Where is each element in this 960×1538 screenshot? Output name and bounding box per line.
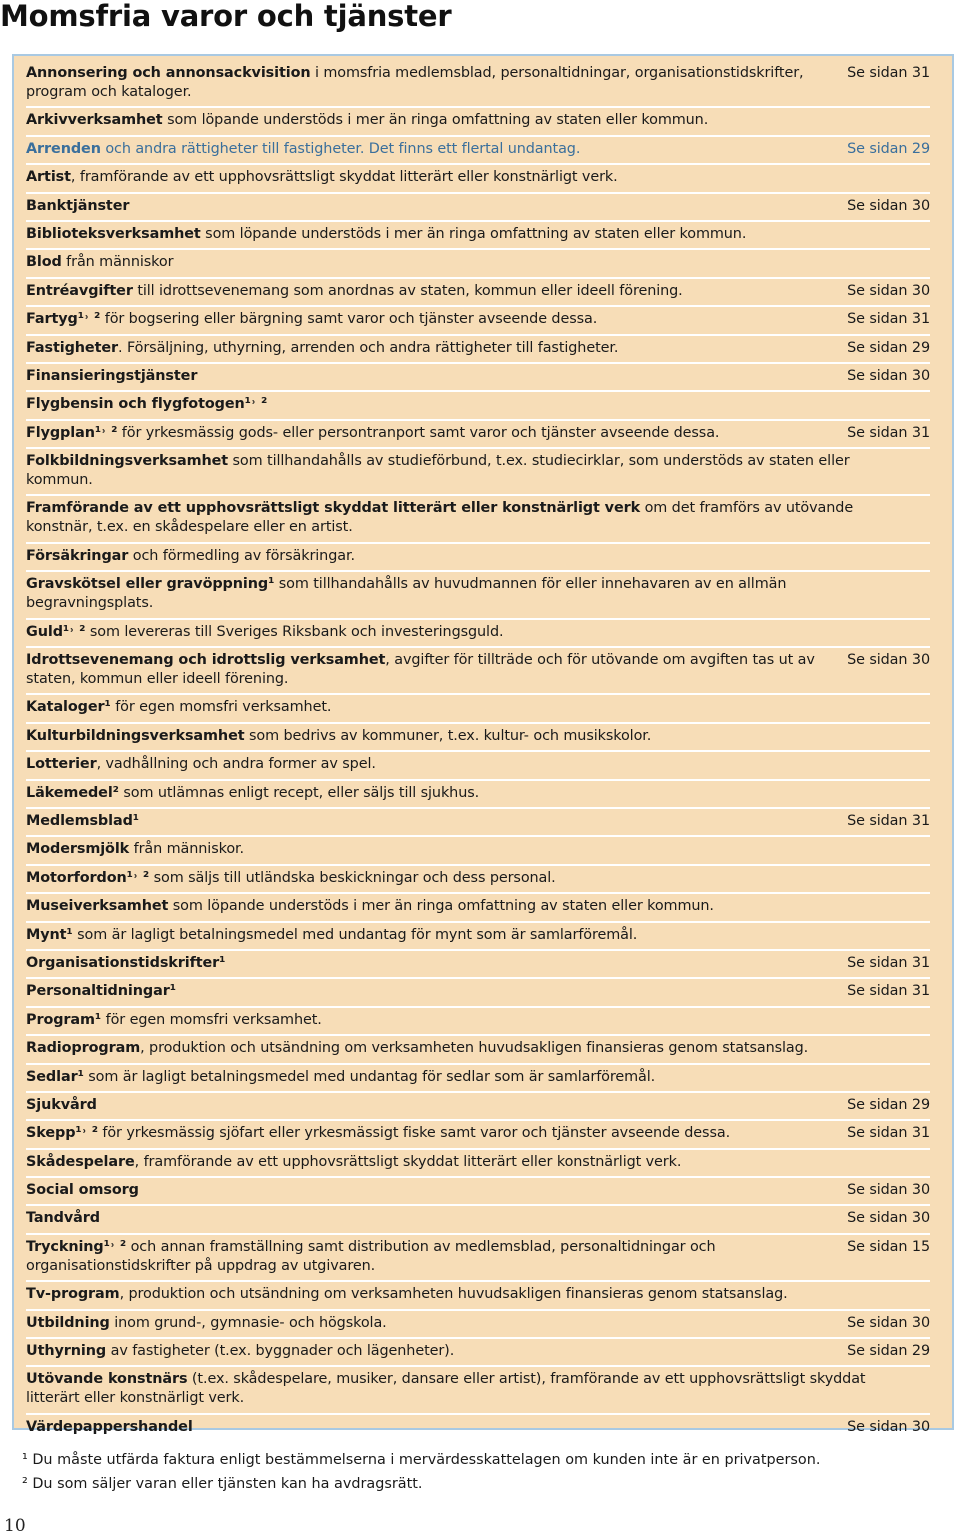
item-text [26, 197, 847, 216]
item-description: från människor. [129, 841, 244, 858]
list-item [26, 1008, 930, 1036]
item-text [26, 395, 930, 414]
list-item [26, 364, 930, 392]
item-text [26, 1039, 930, 1058]
item-text [26, 869, 930, 888]
item-term: Fartyg¹˒ ² [26, 311, 101, 328]
item-description: (t.ex. skådespelare, musiker, dansare eller artist), framförande av ett upphovsrättsligt skyddat litterärt eller konstnärligt verk. [26, 1371, 866, 1407]
item-term: Banktjänster [26, 197, 130, 214]
list-item [26, 781, 930, 809]
list-item [26, 165, 930, 193]
footnote-1: ¹ Du måste utfärda faktura enligt bestämmelserna i mervärdesskattelagen om kunden inte är en privatperson. [22, 1452, 821, 1468]
item-term: Entréavgifter [26, 282, 133, 299]
list-item [26, 894, 930, 922]
item-text [26, 452, 930, 490]
item-term: Kulturbildningsverksamhet [26, 727, 245, 744]
list-item [26, 1150, 930, 1178]
list-item [26, 421, 930, 449]
item-description: och förmedling av försäkringar. [128, 547, 355, 564]
item-description: i momsfria medlemsblad, personaltidningar, organisationstidskrifter, program och kataloger. [26, 65, 804, 100]
item-term: Sedlar¹ [26, 1068, 84, 1085]
item-text [26, 982, 847, 1001]
list-item [26, 1282, 930, 1310]
item-text [26, 1096, 847, 1115]
list-item [26, 1235, 930, 1282]
item-description: av fastigheter (t.ex. byggnader och lägenheter). [106, 1343, 455, 1360]
item-term: Sjukvård [26, 1096, 97, 1113]
item-text [26, 310, 847, 329]
item-text [26, 1209, 847, 1228]
page-reference: Se sidan 29 [847, 1096, 930, 1113]
item-text [26, 1238, 847, 1276]
item-text [26, 64, 847, 102]
item-term: Utövande konstnärs [26, 1371, 188, 1388]
page-reference: Se sidan 15 [847, 1238, 930, 1255]
page-reference: Se sidan 30 [847, 282, 930, 299]
item-term: Finansieringstjänster [26, 367, 198, 384]
item-term: Fastigheter [26, 339, 119, 356]
page-reference: Se sidan 30 [847, 1182, 930, 1199]
item-text [26, 784, 930, 803]
footnote-2: ² Du som säljer varan eller tjänsten kan ha avdragsrätt. [22, 1476, 423, 1492]
item-text [26, 954, 847, 973]
list-item [26, 392, 930, 420]
page-reference: Se sidan 30 [847, 1418, 930, 1435]
item-description: som utlämnas enligt recept, eller säljs till sjukhus. [118, 784, 480, 801]
list-item [26, 752, 930, 780]
item-text [26, 339, 847, 358]
list-item [26, 1206, 930, 1234]
item-description: som säljs till utländska beskickningar och dess personal. [149, 869, 556, 886]
list-item [26, 222, 930, 250]
item-text [26, 1342, 847, 1361]
list-item [26, 648, 930, 695]
item-term: Mynt¹ [26, 926, 73, 943]
item-description: , vadhållning och andra former av spel. [96, 756, 376, 773]
item-description: till idrottsevenemang som anordnas av staten, kommun eller ideell förening. [132, 282, 683, 299]
item-term: Arrenden [26, 140, 101, 157]
item-text [26, 367, 847, 386]
item-text [26, 926, 930, 945]
item-term: Framförande av ett upphovsrättsligt skyddat litterärt eller konstnärligt verk [26, 500, 641, 517]
page-number: 10 [4, 1516, 26, 1536]
item-term: Flygplan¹˒ ² [26, 424, 118, 441]
item-term: Lotterier [26, 756, 97, 773]
page-reference: Se sidan 29 [847, 339, 930, 356]
page-reference: Se sidan 30 [847, 1210, 930, 1227]
item-description: som löpande understöds i mer än ringa omfattning av staten eller kommun. [162, 112, 709, 129]
item-term: Uthyrning [26, 1343, 107, 1360]
item-term: Museiverksamhet [26, 898, 169, 915]
item-text [26, 1011, 930, 1030]
item-term: Personaltidningar¹ [26, 983, 176, 1000]
item-text [26, 499, 930, 537]
item-term: Biblioteksverksamhet [26, 225, 201, 242]
item-text [26, 140, 847, 159]
page-reference: Se sidan 30 [847, 197, 930, 214]
list-item [26, 724, 930, 752]
item-text [26, 897, 930, 916]
item-text [26, 1124, 847, 1143]
list-item [26, 1367, 930, 1414]
item-description: som tillhandahålls av huvudmannen för eller innehavaren av en allmän begravningsplats. [26, 576, 787, 612]
item-description: och annan framställning samt distribution av medlemsblad, personaltidningar och organisationstidskrifter på uppdrag av utgivaren. [26, 1238, 716, 1274]
item-term: Guld¹˒ ² [26, 623, 86, 640]
item-term: Utbildning [26, 1314, 110, 1331]
list-item [26, 1178, 930, 1206]
list-item [26, 496, 930, 543]
item-term: Tv-program [26, 1286, 120, 1303]
item-text [26, 547, 930, 566]
item-text [26, 1153, 930, 1172]
item-text [26, 651, 847, 689]
item-text [26, 253, 930, 272]
item-description: som bedrivs av kommuner, t.ex. kultur- och musikskolor. [244, 727, 652, 744]
item-term: Social omsorg [26, 1182, 139, 1199]
item-description: , avgifter för tillträde och för utövande om avgiften tas ut av staten, kommun eller ideell förening. [26, 652, 815, 688]
list-item [26, 250, 930, 278]
item-term: Program¹ [26, 1011, 102, 1028]
item-description: för egen momsfri verksamhet. [101, 1011, 322, 1028]
item-text [26, 698, 930, 717]
page-reference: Se sidan 31 [847, 1125, 930, 1142]
item-text [26, 424, 847, 443]
item-term: Gravskötsel eller gravöppning¹ [26, 576, 275, 593]
item-term: Arkivverksamhet [26, 112, 163, 129]
item-term: Motorfordon¹˒ ² [26, 869, 150, 886]
item-text [26, 1370, 930, 1408]
item-term: Radioprogram [26, 1040, 141, 1057]
list-item [26, 1415, 930, 1443]
item-description: som levereras till Sveriges Riksbank och investeringsguld. [85, 623, 504, 640]
page-reference: Se sidan 29 [847, 140, 930, 157]
item-term: Artist [26, 169, 71, 186]
item-text [26, 727, 930, 746]
item-term: Skepp¹˒ ² [26, 1125, 98, 1142]
item-description: för bogsering eller bärgning samt varor och tjänster avseende dessa. [100, 311, 598, 328]
list-item [26, 194, 930, 222]
item-description: . Försäljning, uthyrning, arrenden och andra rättigheter till fastigheter. [118, 339, 619, 356]
item-description: inom grund-, gymnasie- och högskola. [109, 1314, 387, 1331]
page-reference: Se sidan 30 [847, 652, 930, 669]
item-term: Modersmjölk [26, 841, 130, 858]
item-description: , produktion och utsändning om verksamheten huvudsakligen finansieras genom statsanslag. [119, 1286, 788, 1303]
item-text [26, 111, 930, 130]
item-description: , produktion och utsändning om verksamheten huvudsakligen finansieras genom statsanslag. [140, 1040, 809, 1057]
list-item [26, 695, 930, 723]
list-item [26, 620, 930, 648]
list-item [26, 61, 930, 108]
item-description: som är lagligt betalningsmedel med undantag för mynt som är samlarföremål. [72, 926, 638, 943]
item-description: för yrkesmässig gods- eller persontranport samt varor och tjänster avseende dessa. [117, 424, 720, 441]
item-term: Annonsering och annonsackvisition [26, 65, 311, 81]
list-item [26, 336, 930, 364]
item-term: Organisationstidskrifter¹ [26, 954, 226, 971]
list-item [26, 1093, 930, 1121]
footnotes [22, 1448, 820, 1496]
page-reference: Se sidan 31 [847, 954, 930, 971]
item-text [26, 1181, 847, 1200]
list-item [26, 1036, 930, 1064]
item-term: Blod [26, 254, 62, 271]
item-description: och andra rättigheter till fastigheter. Det finns ett flertal undantag. [100, 140, 581, 157]
list-item [26, 572, 930, 619]
item-text [26, 1418, 847, 1437]
list-item [26, 866, 930, 894]
item-description: för yrkesmässig sjöfart eller yrkesmässigt fiske samt varor och tjänster avseende dessa. [97, 1125, 731, 1142]
item-description: , framförande av ett upphovsrättsligt skyddat litterärt eller konstnärligt verk. [70, 169, 618, 186]
item-term: Medlemsblad¹ [26, 812, 139, 829]
item-term: Värdepappershandel [26, 1418, 193, 1435]
item-term: Folkbildningsverksamhet [26, 453, 229, 470]
item-term: Idrottsevenemang och idrottslig verksamhet [26, 652, 386, 669]
list-item [26, 809, 930, 837]
item-text [26, 1285, 930, 1304]
page-reference: Se sidan 29 [847, 1343, 930, 1360]
item-description: som löpande understöds i mer än ringa omfattning av staten eller kommun. [168, 898, 714, 915]
page-reference: Se sidan 30 [847, 1314, 930, 1331]
list-item [26, 279, 930, 307]
page-reference: Se sidan 31 [847, 65, 930, 81]
item-term: Skådespelare [26, 1153, 135, 1170]
list-item [26, 1339, 930, 1367]
item-text [26, 755, 930, 774]
list-item [26, 1121, 930, 1149]
item-term: Kataloger¹ [26, 699, 111, 716]
page-reference: Se sidan 31 [847, 424, 930, 441]
item-description: från människor [61, 254, 174, 271]
list-item [26, 1065, 930, 1093]
item-text [26, 1068, 930, 1087]
item-text [26, 282, 847, 301]
list-item [26, 1311, 930, 1339]
list-item [26, 307, 930, 335]
item-text [26, 812, 847, 831]
exempt-goods-services-list [12, 54, 954, 1435]
item-term: Läkemedel² [26, 784, 119, 801]
item-text [26, 840, 930, 859]
item-description: om det framförs av utövande konstnär, t.ex. en skådespelare eller en artist. [26, 500, 854, 536]
item-text [26, 225, 930, 244]
item-text [26, 623, 930, 642]
item-text [26, 575, 930, 613]
list-item [26, 544, 930, 572]
list-item [26, 837, 930, 865]
item-description: som tillhandahålls av studieförbund, t.ex. studiecirklar, som understöds av staten eller kommun. [26, 453, 850, 489]
list-item [26, 923, 930, 951]
item-description: , framförande av ett upphovsrättsligt skyddat litterärt eller konstnärligt verk. [134, 1153, 682, 1170]
page-reference: Se sidan 31 [847, 983, 930, 1000]
page-reference: Se sidan 30 [847, 367, 930, 384]
item-term: Försäkringar [26, 547, 129, 564]
item-text [26, 1314, 847, 1333]
item-term: Tandvård [26, 1210, 100, 1227]
item-text [26, 168, 930, 187]
list-item [26, 979, 930, 1007]
item-description: som löpande understöds i mer än ringa omfattning av staten eller kommun. [200, 225, 747, 242]
list-item [26, 951, 930, 979]
item-description: för egen momsfri verksamhet. [110, 699, 332, 716]
page-reference: Se sidan 31 [847, 311, 930, 328]
list-item [26, 137, 930, 165]
item-term: Flygbensin och flygfotogen¹˒ ² [26, 396, 268, 413]
list-item [26, 449, 930, 496]
list-item [26, 108, 930, 136]
item-description: som är lagligt betalningsmedel med undantag för sedlar som är samlarföremål. [83, 1068, 656, 1085]
page-reference: Se sidan 31 [847, 812, 930, 829]
page-title: Momsfria varor och tjänster [0, 0, 452, 33]
item-term: Tryckning¹˒ ² [26, 1238, 127, 1255]
